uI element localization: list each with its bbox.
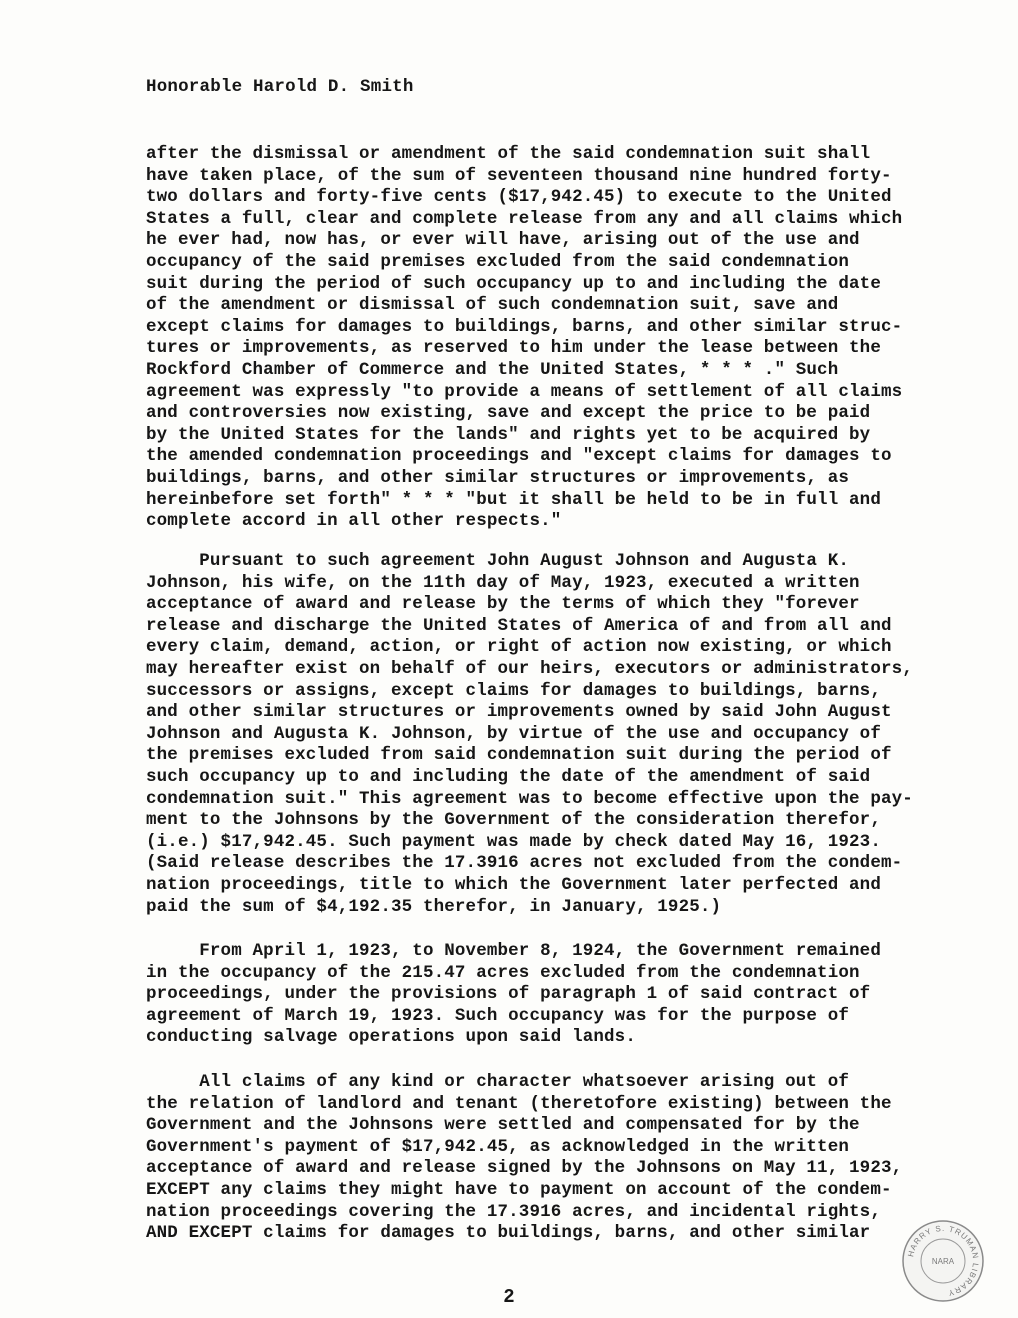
- text-line: condemnation suit." This agreement was to become effective upon the pay-: [146, 788, 913, 809]
- text-line: the amended condemnation proceedings and "except claims for damages to: [146, 446, 892, 467]
- text-line: From April 1, 1923, to November 8, 1924, the Government remained: [146, 941, 881, 961]
- text-line: occupancy of the said premises excluded from the said condemnation: [146, 251, 850, 272]
- text-line: (Said release describes the 17.3916 acres not excluded from the condem-: [146, 853, 903, 874]
- text-line: complete accord in all other respects.": [146, 511, 562, 532]
- text-line: Pursuant to such agreement John August Johnson and Augusta K.: [146, 551, 850, 571]
- text-line: the relation of landlord and tenant (theretofore existing) between the: [146, 1093, 892, 1114]
- text-line: conducting salvage operations upon said lands.: [146, 1027, 636, 1048]
- text-line: except claims for damages to buildings, barns, and other similar struc-: [146, 316, 903, 337]
- text-line: acceptance of award and release by the terms of which they "forever: [146, 594, 860, 615]
- text-line: such occupancy up to and including the date of the amendment of said: [146, 766, 871, 787]
- text-line: proceedings, under the provisions of paragraph 1 of said contract of: [146, 984, 871, 1005]
- text-line: tures or improvements, as reserved to him under the lease between the: [146, 338, 881, 359]
- paragraph-4: [146, 1072, 926, 1245]
- text-line: and controversies now existing, save and except the price to be paid: [146, 403, 871, 424]
- text-line: Johnson and Augusta K. Johnson, by virtue of the use and occupancy of: [146, 723, 881, 744]
- text-line: Government and the Johnsons were settled and compensated for by the: [146, 1115, 860, 1136]
- text-line: release and discharge the United States of America of and from all and: [146, 615, 892, 636]
- library-stamp-icon: [900, 1218, 986, 1304]
- text-line: agreement of March 19, 1923. Such occupancy was for the purpose of: [146, 1005, 850, 1026]
- text-line: have taken place, of the sum of seventeen thousand nine hundred forty-: [146, 165, 892, 186]
- page-number: 2: [503, 1286, 515, 1308]
- paragraph-2: [146, 551, 926, 918]
- paragraph-1: [146, 144, 926, 533]
- text-line: agreement was expressly "to provide a means of settlement of all claims: [146, 381, 903, 402]
- text-line: hereinbefore set forth" * * * "but it shall be held to be in full and: [146, 489, 881, 510]
- paragraph-3: [146, 941, 926, 1049]
- text-line: of the amendment or dismissal of such condemnation suit, save and: [146, 295, 839, 316]
- text-line: after the dismissal or amendment of the said condemnation suit shall: [146, 144, 871, 164]
- text-line: EXCEPT any claims they might have to payment on account of the condem-: [146, 1179, 892, 1200]
- text-line: and other similar structures or improvements owned by said John August: [146, 702, 892, 723]
- stamp-outer-text: HARRY S. TRUMAN LIBRARY: [906, 1223, 981, 1298]
- text-line: he ever had, now has, or ever will have, arising out of the use and: [146, 230, 860, 251]
- text-line: (i.e.) $17,942.45. Such payment was made by check dated May 16, 1923.: [146, 831, 881, 852]
- text-line: States a full, clear and complete release from any and all claims which: [146, 208, 903, 229]
- text-line: suit during the period of such occupancy up to and including the date: [146, 273, 881, 294]
- stamp-inner-text: NARA: [931, 1257, 955, 1266]
- text-line: nation proceedings covering the 17.3916 acres, and incidental rights,: [146, 1201, 881, 1222]
- salutation: Honorable Harold D. Smith: [146, 77, 414, 97]
- text-line: successors or assigns, except claims for damages to buildings, barns,: [146, 680, 881, 701]
- text-line: by the United States for the lands" and rights yet to be acquired by: [146, 424, 871, 445]
- text-line: AND EXCEPT claims for damages to buildings, barns, and other similar: [146, 1223, 871, 1244]
- text-line: the premises excluded from said condemnation suit during the period of: [146, 745, 892, 766]
- text-line: acceptance of award and release signed by the Johnsons on May 11, 1923,: [146, 1158, 903, 1179]
- text-line: Johnson, his wife, on the 11th day of May, 1923, executed a written: [146, 572, 860, 593]
- text-line: buildings, barns, and other similar structures or improvements, as: [146, 467, 850, 488]
- text-line: two dollars and forty-five cents ($17,942.45) to execute to the United: [146, 187, 892, 208]
- text-line: in the occupancy of the 215.47 acres excluded from the condemnation: [146, 962, 860, 983]
- text-line: paid the sum of $4,192.35 therefor, in January, 1925.): [146, 896, 722, 917]
- text-line: ment to the Johnsons by the Government of the consideration therefor,: [146, 810, 881, 831]
- text-line: nation proceedings, title to which the Government later perfected and: [146, 874, 881, 895]
- text-line: every claim, demand, action, or right of action now existing, or which: [146, 637, 892, 658]
- text-line: Government's payment of $17,942.45, as acknowledged in the written: [146, 1136, 850, 1157]
- text-line: may hereafter exist on behalf of our heirs, executors or administrators,: [146, 658, 913, 679]
- text-line: All claims of any kind or character whatsoever arising out of: [146, 1072, 850, 1092]
- text-line: Rockford Chamber of Commerce and the United States, * * * ." Such: [146, 359, 839, 380]
